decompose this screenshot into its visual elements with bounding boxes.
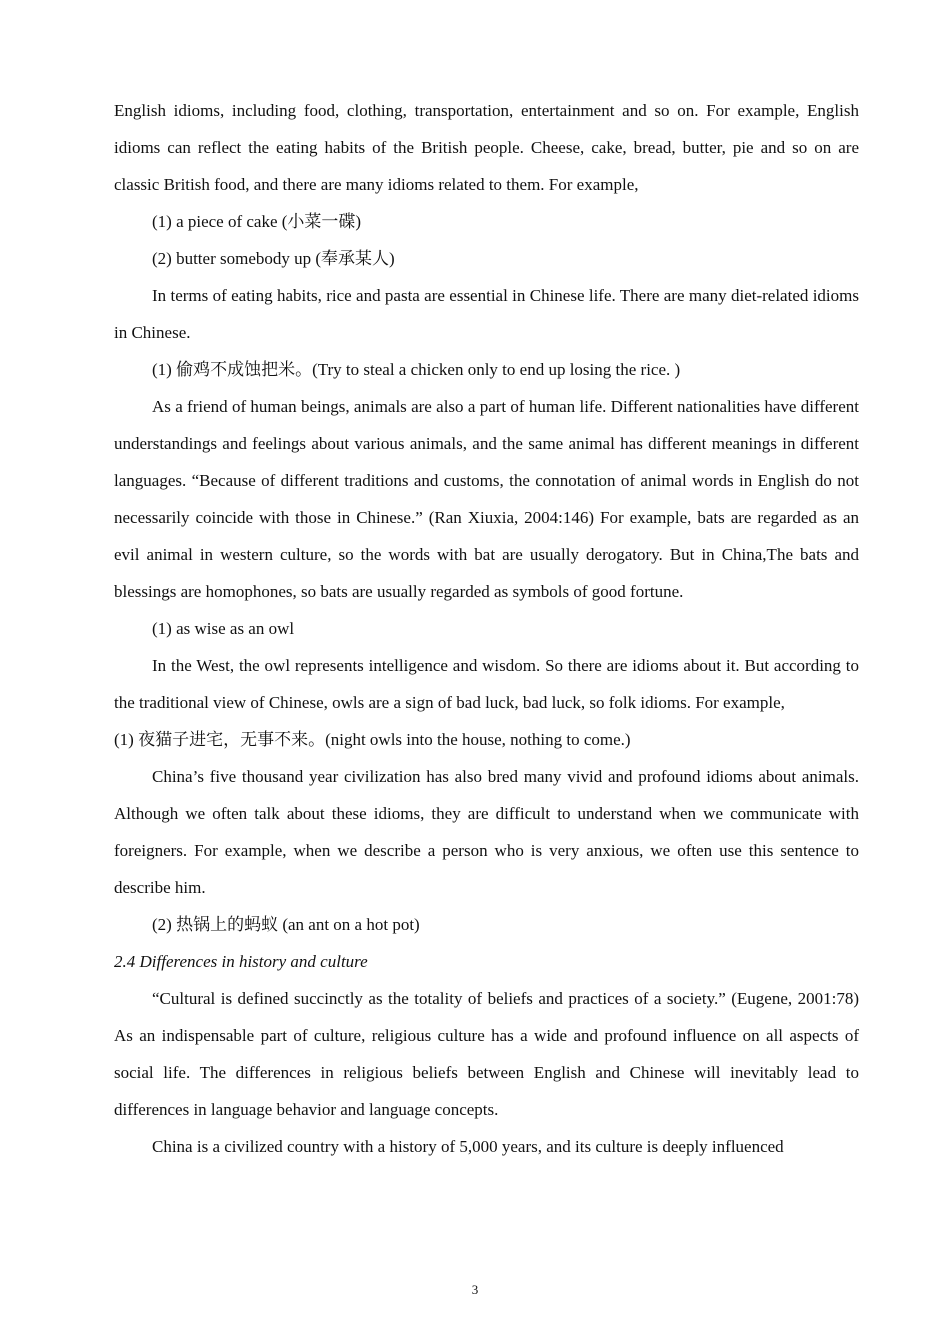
- paragraph-religious-culture: “Cultural is defined succinctly as the totality of beliefs and practices of a society.” (Eugene, 2001:78) As an indispensable part of culture, religious culture has a wide and profound influence on all aspects of social life. The differences in religious beliefs between English and Chinese will inevitably lead to differences in language behavior and language concepts.: [114, 989, 859, 1119]
- page-number: 3: [471, 1282, 479, 1297]
- paragraph-food-idioms: English idioms, including food, clothing, transportation, entertainment and so on. For example, English idioms can reflect the eating habits of the British people. Cheese, cake, bread, butter, pie and so on are classic British food, and there are many idioms related to them. For example,: [114, 101, 859, 194]
- example-item: (2) butter somebody up (奉承某人): [152, 249, 395, 268]
- example-item: (1) 偷鸡不成蚀把米。(Try to steal a chicken only to end up losing the rice. ): [152, 360, 681, 379]
- example-item: (1) a piece of cake (小菜一碟): [152, 212, 362, 231]
- example-item: (1) 夜猫子进宅，无事不来。(night owls into the house, nothing to come.): [114, 730, 631, 749]
- paragraph-civilization: China’s five thousand year civilization has also bred many vivid and profound idioms about animals. Although we often talk about these idioms, they are difficult to understand when we communicate with foreigners. For example, when we describe a person who is very anxious, we often use this sentence to describe him.: [114, 767, 859, 897]
- section-heading: 2.4 Differences in history and culture: [114, 952, 368, 971]
- page-body: [114, 92, 859, 1165]
- paragraph-china-history: China is a civilized country with a history of 5,000 years, and its culture is deeply influenced: [152, 1137, 784, 1156]
- example-item: (1) as wise as an owl: [152, 619, 295, 638]
- example-item: (2) 热锅上的蚂蚁 (an ant on a hot pot): [152, 915, 420, 934]
- paragraph-animals: As a friend of human beings, animals are also a part of human life. Different nationalities have different understandings and feelings about various animals, and the same animal has different meanings in different languages. “Because of different traditions and customs, the connotation of animal words in English do not necessarily coincide with those in Chinese.” (Ran Xiuxia, 2004:146) For example, bats are regarded as an evil animal in western culture, so the words with bat are usually derogatory. But in China,The bats and blessings are homophones, so bats are usually regarded as symbols of good fortune.: [114, 397, 859, 601]
- paragraph-owl: In the West, the owl represents intelligence and wisdom. So there are idioms about it. But according to the traditional view of Chinese, owls are a sign of bad luck, bad luck, so folk idioms. For example,: [114, 656, 859, 712]
- paragraph-eating-habits: In terms of eating habits, rice and pasta are essential in Chinese life. There are many diet-related idioms in Chinese.: [114, 286, 859, 342]
